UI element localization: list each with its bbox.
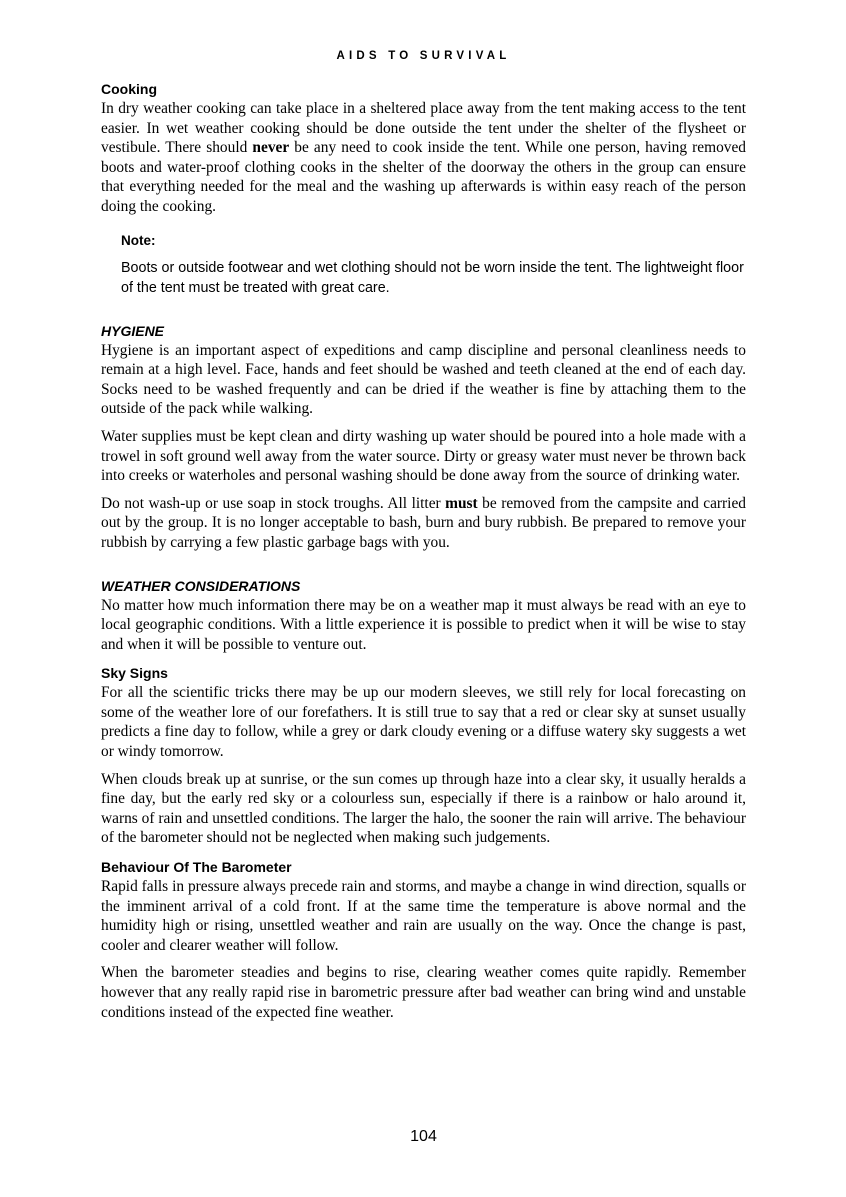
sky-signs-paragraph-2: When clouds break up at sunrise, or the sun comes up through haze into a clear sky, it usually heralds a fine day, but the early red sky or a colourless sun, especially if there is a rainbow or halo around it, warns of rain and unsettled conditions. The larger the halo, the sooner the rain will arrive. The behaviour of the barometer should not be neglected when making such judgements. <box>101 770 746 847</box>
cooking-emphasis-never: never <box>252 139 290 157</box>
hygiene-heading: HYGIENE <box>101 322 165 339</box>
body-text <box>101 80 746 1022</box>
page-number: 104 <box>410 1128 437 1145</box>
cooking-text-1: In dry weather cooking can take place in a sheltered place away from the tent making access to the tent easier. In wet weather cooking should be done outside the tent under the shelter of the flysheet or vestibule. There should <box>101 100 746 157</box>
cooking-heading: Cooking <box>101 81 157 97</box>
hygiene-text-2: be removed from the campsite and carried out by the group. It is no longer acceptable to bash, burn and bury rubbish. Be prepared to remove your rubbish by carrying a few plastic garbage bags with you. <box>101 494 746 551</box>
hygiene-paragraph-2: Water supplies must be kept clean and dirty washing up water should be poured into a hole made with a trowel in soft ground well away from the water source. Dirty or greasy water must never be thrown back into creeks or waterholes and personal washing should be done away from the source of drinking water. <box>101 427 746 485</box>
note-label: Note: <box>121 232 156 248</box>
barometer-paragraph-2: When the barometer steadies and begins to rise, clearing weather comes quite rapidly. Remember however that any really rapid rise in barometric pressure after bad weather can bring wind and unstable conditions instead of the expected fine weather. <box>101 964 746 1021</box>
cooking-text-2: be any need to cook inside the tent. While one person, having removed boots and water-proof clothing cooks in the shelter of the doorway the others in the group can ensure that everything needed for the meal and the washing up afterwards is within easy reach of the person doing the cooking. <box>101 139 746 215</box>
hygiene-paragraph-1: Hygiene is an important aspect of expeditions and camp discipline and personal cleanliness needs to remain at a high level. Face, hands and feet should be washed and teeth cleaned at the end of each day. Socks need to be washed frequently and can be dried if the weather is fine by attaching them to the outside of the pack while walking. <box>101 341 746 418</box>
barometer-paragraph-1: Rapid falls in pressure always precede rain and storms, and maybe a change in wind direction, squalls or the imminent arrival of a cold front. If at the same time the temperature is above normal and the humidity high or rising, unsettled weather and rain are usually on the way. Once the change is past, cooler and clearer weather will follow. <box>101 878 746 954</box>
section-spacer <box>101 298 746 322</box>
barometer-heading: Behaviour Of The Barometer <box>101 859 292 876</box>
hygiene-emphasis-must: must <box>445 494 478 512</box>
hygiene-text-1: Do not wash-up or use soap in stock troughs. All litter <box>101 494 446 512</box>
running-head: AIDS TO SURVIVAL <box>336 50 511 62</box>
cooking-paragraph <box>101 99 746 217</box>
subsection-spacer <box>101 654 746 664</box>
sky-signs-paragraph-1: For all the scientific tricks there may be up our modern sleeves, we still rely for local forecasting on some of the weather lore of our forefathers. It is still true to say that a red or clear sky at sunset usually predicts a fine day to follow, while a grey or dark cloudy evening or a diffuse watery sky suggests a wet or windy tomorrow. <box>101 684 746 761</box>
sky-signs-heading: Sky Signs <box>101 665 168 682</box>
note-text: Boots or outside footwear and wet clothing should not be worn inside the tent. The lightweight floor of the tent must be treated with great care. <box>121 259 744 296</box>
weather-paragraph: No matter how much information there may be on a weather map it must always be read with an eye to local geographic conditions. With a little experience it is possible to predict when it will be wise to stay and when it will be possible to venture out. <box>101 596 746 653</box>
subsection-spacer <box>101 848 746 858</box>
note-block <box>121 231 746 298</box>
weather-heading: WEATHER CONSIDERATIONS <box>101 577 301 594</box>
section-spacer <box>101 553 746 577</box>
hygiene-paragraph-3 <box>101 494 746 553</box>
